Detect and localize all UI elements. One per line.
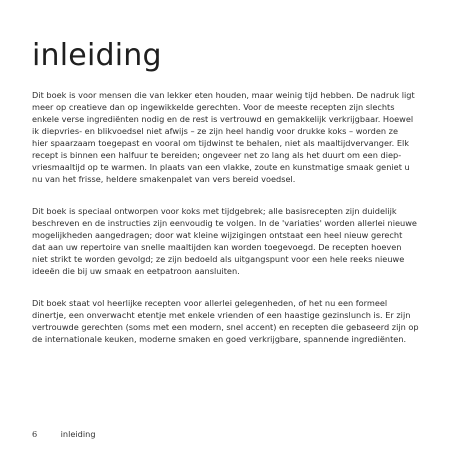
paragraph-2-line: mogelijkheden aangedragen; door wat kleine wijzigingen ontstaat een heel nieuw gerecht bbox=[32, 230, 403, 240]
paragraph-3 bbox=[32, 297, 442, 345]
paragraph-1-line: hier spaarzaam toegepast en vooral om tijdwinst te behalen, niet als maaltijdvervanger. Elk bbox=[32, 138, 410, 148]
paragraph-1-line: ik diepvries- en blikvoedsel niet afwijs – ze zijn heel handig voor drukke koks – worden ze bbox=[32, 126, 398, 136]
chapter-title: inleiding bbox=[32, 38, 162, 73]
paragraph-3-line: dinertje, een onverwacht etentje met enkele vrienden of een haastige gezinslunch is. Er zijn bbox=[32, 310, 411, 320]
paragraph-1-line: recept is binnen een halfuur te bereiden; ongeveer net zo lang als het duurt om een diep- bbox=[32, 150, 402, 160]
paragraph-3-line: Dit boek staat vol heerlijke recepten voor allerlei gelegenheden, of het nu een formeel bbox=[32, 298, 388, 308]
page-number: 6 bbox=[32, 429, 38, 439]
paragraph-1-line: enkele verse ingrediënten nodig en de rest is vertrouwd en gemakkelijk verkrijgbaar. Hoewel bbox=[32, 114, 414, 124]
paragraph-2-line: niet strikt te worden gevolgd; ze zijn bedoeld als uitgangspunt voor een hele reeks nieuwe bbox=[32, 254, 405, 264]
running-title: inleiding bbox=[60, 429, 96, 439]
paragraph-1-line: Dit boek is voor mensen die van lekker eten houden, maar weinig tijd hebben. De nadruk ligt bbox=[32, 90, 415, 100]
paragraph-3-line: vertrouwde gerechten (soms met een modern, snel accent) en recepten die gebaseerd zijn op bbox=[32, 322, 419, 332]
page-footer bbox=[32, 429, 96, 439]
paragraph-2-line: Dit boek is speciaal ontworpen voor koks met tijdgebrek; alle basisrecepten zijn duidelijk bbox=[32, 206, 397, 216]
paragraph-2-line: beschreven en de instructies zijn eenvoudig te volgen. In de 'variaties' worden allerlei nieuwe bbox=[32, 218, 417, 228]
paragraph-2-line: ideeën die bij uw smaak en eetpatroon aansluiten. bbox=[32, 266, 240, 276]
paragraph-1-line: vriesmaaltijd op te warmen. In plaats van een vlakke, zoute en kunstmatige smaak geniet u bbox=[32, 162, 410, 172]
paragraph-3-line: de internationale keuken, moderne smaken en goed verkrijgbare, spannende ingrediënten. bbox=[32, 334, 407, 344]
paragraph-1-line: meer op creatieve dan op ingewikkelde gerechten. Voor de meeste recepten zijn slechts bbox=[32, 102, 395, 112]
paragraph-2 bbox=[32, 205, 442, 277]
paragraph-1-line: nu van het frisse, heldere smakenpalet van vers bereid voedsel. bbox=[32, 174, 296, 184]
paragraph-2-line: dat aan uw repertoire van snelle maaltijden kan worden toegevoegd. De recepten hoeven bbox=[32, 242, 402, 252]
paragraph-1 bbox=[32, 89, 442, 185]
